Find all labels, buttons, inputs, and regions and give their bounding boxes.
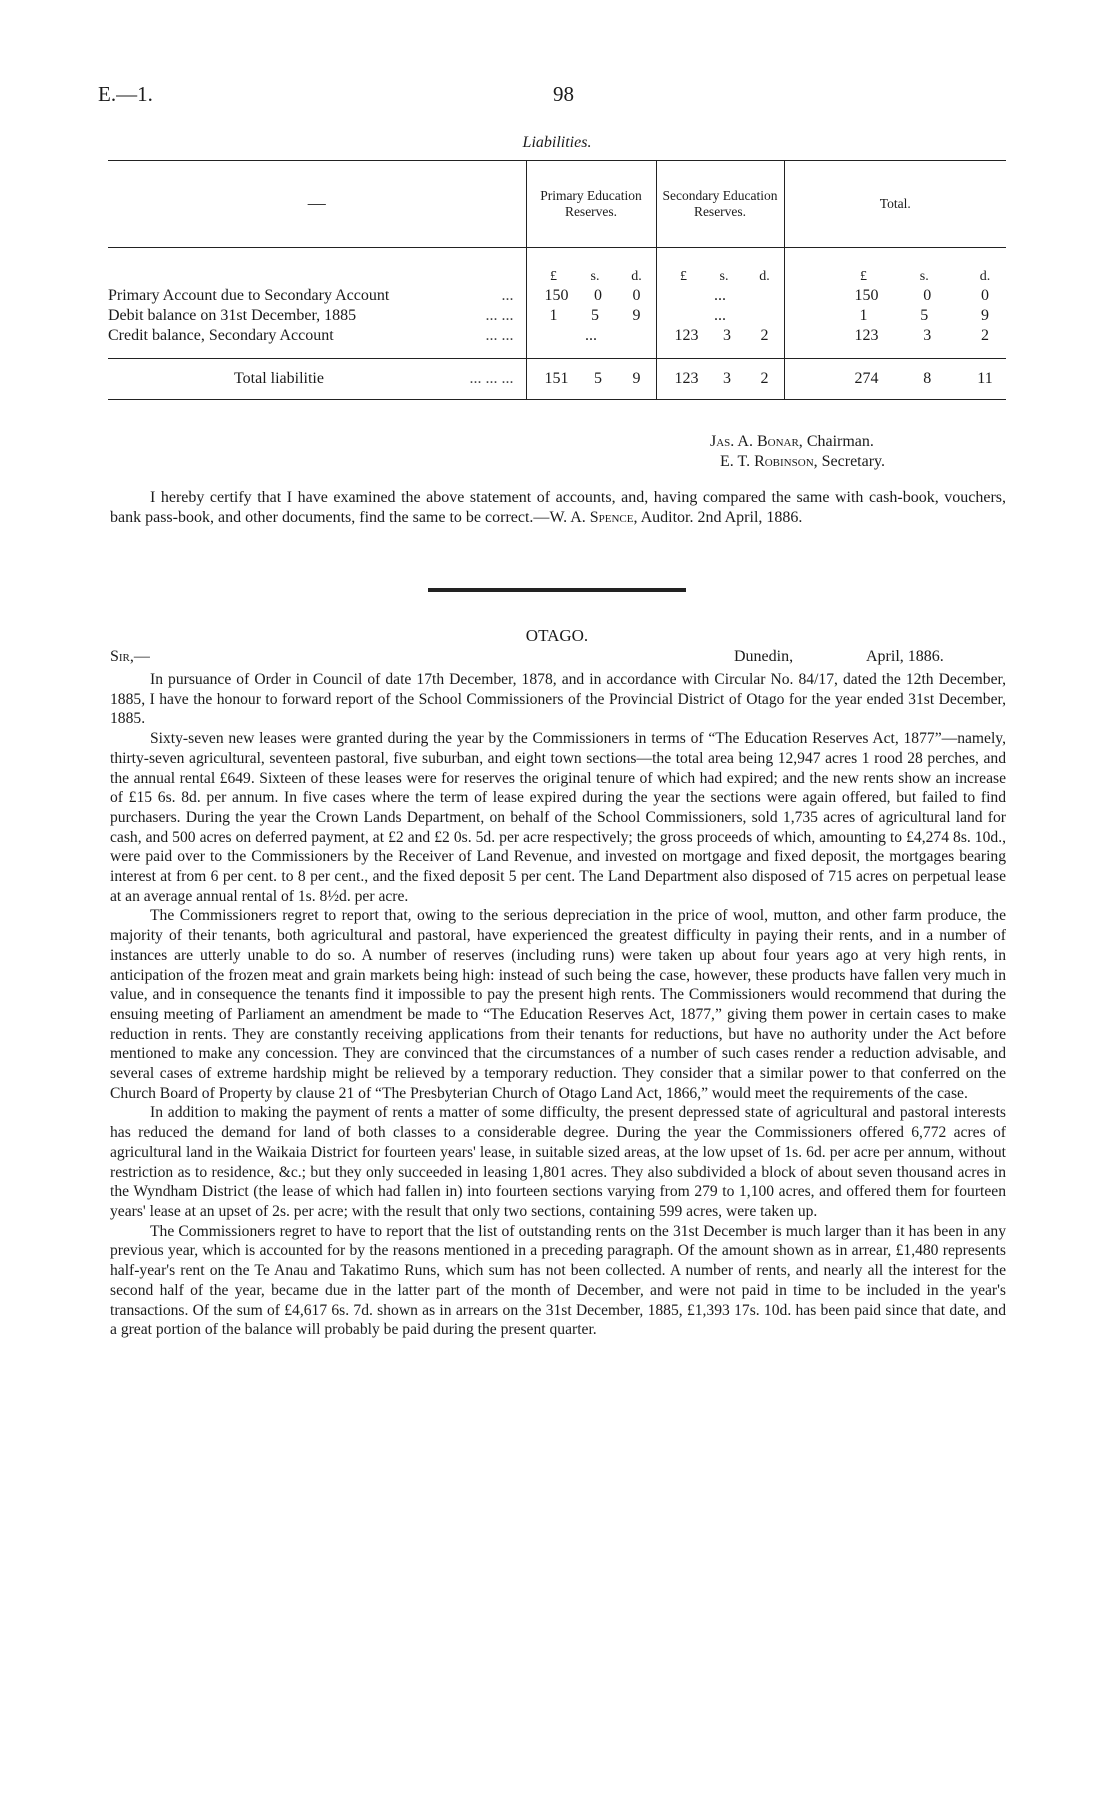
letter-date: April, 1886.: [866, 648, 944, 665]
table-title: Liabilities.: [522, 134, 592, 151]
section-divider: [428, 588, 686, 592]
units-row: £ s. d. £ s. d. £ s. d.: [108, 248, 1006, 287]
paragraph: The Commissioners regret to report that, owing to the serious depreciation in the price of wool, mutton, and other farm produce, the majority of their tenants, both agricultural and pastoral, have experienced the greatest difficulty in paying their rents, and in a number of instances are utterly unable to do so. A number of reserves (including runs) were taken up about four years ago at very high rents, in anticipation of the frozen meat and grain markets being high: instead of such being the case, however, these products have fallen very much in value, and in consequence the tenants find it impossible to pay the present high rents. The Commissioners would recommend that during the ensuing meeting of Parliament an amendment be made to “The Education Reserves Act, 1877,” giving them power in certain cases to make reduction in rents. They are constantly receiving applications from their tenants for reductions, but have no authority under the Act before mentioned to make any concession. They are convinced that the circumstances of a number of such cases render a reduction advisable, and several cases of extreme hardship might be relieved by a temporary reduction. They consider that a similar power to that conferred on the Church Board of Property by clause 21 of “The Presbyterian Church of Otago Land Act, 1866,” would meet the requirements of the case.: [110, 907, 1006, 1102]
letter-salutation: [110, 648, 1006, 670]
page-number: 98: [553, 82, 574, 106]
auditor-certification: I hereby certify that I have examined the above statement of accounts, and, having compared the same with cash-book, vouchers, bank pass-book, and other documents, find the same to be correct.—W. A. Spence, Auditor. 2nd April, 1886.: [110, 489, 1006, 526]
letter-body: [110, 670, 1006, 1340]
total-label: Total liabilitie: [234, 370, 324, 387]
chairman-signature: Jas. A. Bonar, Chairman.: [710, 433, 874, 450]
secretary-signature: E. T. Robinson, Secretary.: [720, 453, 886, 470]
header-primary: Primary Education Reserves.: [526, 161, 656, 248]
table-header-row: [108, 161, 1006, 248]
auditor-name: W. A. Spence,: [549, 509, 638, 526]
signature-block: [710, 432, 885, 472]
liabilities-table: [108, 160, 1006, 400]
paragraph: In pursuance of Order in Council of date 17th December, 1878, and in accordance with Circular No. 84/17, dated the 12th December, 1885, I have the honour to forward report of the School Commissioners of the Provincial District of Otago for the year ended 31st December, 1885.: [110, 671, 1006, 728]
row-label: Debit balance on 31st December, 1885: [108, 307, 357, 324]
table-row: Credit balance, Secondary Account ... ... ... 123 3 2 123 3 2: [108, 326, 1006, 346]
table-row: Debit balance on 31st December, 1885 ... ... 1 5 9 ... 1 5 9: [108, 306, 1006, 326]
total-row: Total liabilitie ... ... ... 151 5 9 123 3 2 274 8 11: [108, 359, 1006, 400]
row-label: Credit balance, Secondary Account: [108, 327, 334, 344]
section-heading: OTAGO.: [525, 626, 589, 645]
paragraph: The Commissioners regret to have to report that the list of outstanding rents on the 31st December is much larger than it has been in any previous year, which is accounted for by the reasons mentioned in a preceding paragraph. Of the amount shown as in arrear, £1,480 represents half-year's rent on the Te Anau and Takatimo Runs, which sum has not been collected. A number of rents, and nearly all the interest for the second half of the year, became due in the latter part of the month of December, and were not paid in time to be included in the year's transactions. Of the sum of £4,617 6s. 7d. shown as in arrears on the 31st December, 1885, £1,393 17s. 10d. has been paid since that date, and a great portion of the balance will probably be paid during the present quarter.: [110, 1222, 1006, 1339]
salutation: Sir,—: [110, 648, 150, 665]
page-reference: E.—1.: [98, 82, 153, 106]
paragraph: In addition to making the payment of rents a matter of some difficulty, the present depressed state of agricultural and pastoral interests has reduced the demand for land of both classes to a considerable degree. During the year the Commissioners offered 6,772 acres of agricultural land in the Waikaia District for fourteen years' lease, in suitable sized areas, at the low upset of 1s. 6d. per acre per annum, without restriction as to residence, &c.; but they only succeeded in leasing 1,801 acres. They also subdivided a block of about seven thousand acres in the Wyndham District (the lease of which had fallen in) into fourteen sections varying from 279 to 1,100 acres, and offered them for fourteen years' lease at an upset of 2s. per acre; with the result that only two sections, containing 599 acres, were taken up.: [110, 1104, 1006, 1220]
page-header: [98, 82, 1008, 112]
paragraph: Sixty-seven new leases were granted during the year by the Commissioners in terms of “The Education Reserves Act, 1877”—namely, thirty-seven agricultural, seventeen pastoral, five suburban, and eight town sections—the total area being 12,947 acres 1 rood 28 perches, and the annual rental £649. Sixteen of these leases were for reserves the original tenure of which had expired; and the new rents show an increase of £15 6s. 8d. per annum. In five cases where the term of lease expired during the year the sections were again offered, but failed to find purchasers. During the year the Crown Lands Department, on behalf of the School Commissioners, sold 1,735 acres of agricultural land for cash, and 500 acres on deferred payment, at £2 and £2 0s. 5d. per acre respectively; the gross proceeds of which, amounting to £4,274 8s. 10d., were paid over to the Commissioners by the Receiver of Land Revenue, and invested on mortgage and fixed deposit, the mortgages bearing interest at from 6 per cent. to 8 per cent., and the fixed deposit 5 per cent. The Land Department also disposed of 715 acres on perpetual lease at an average annual rental of 1s. 8½d. per acre.: [110, 730, 1006, 905]
header-total: Total.: [784, 161, 1006, 248]
header-secondary: Secondary Education Reserves.: [656, 161, 784, 248]
letter-place: Dunedin,: [734, 648, 794, 665]
row-label: Primary Account due to Secondary Account: [108, 287, 390, 304]
table-row: Primary Account due to Secondary Account ... 150 0 0 ... 150 0 0: [108, 286, 1006, 306]
header-description: —: [108, 161, 526, 248]
